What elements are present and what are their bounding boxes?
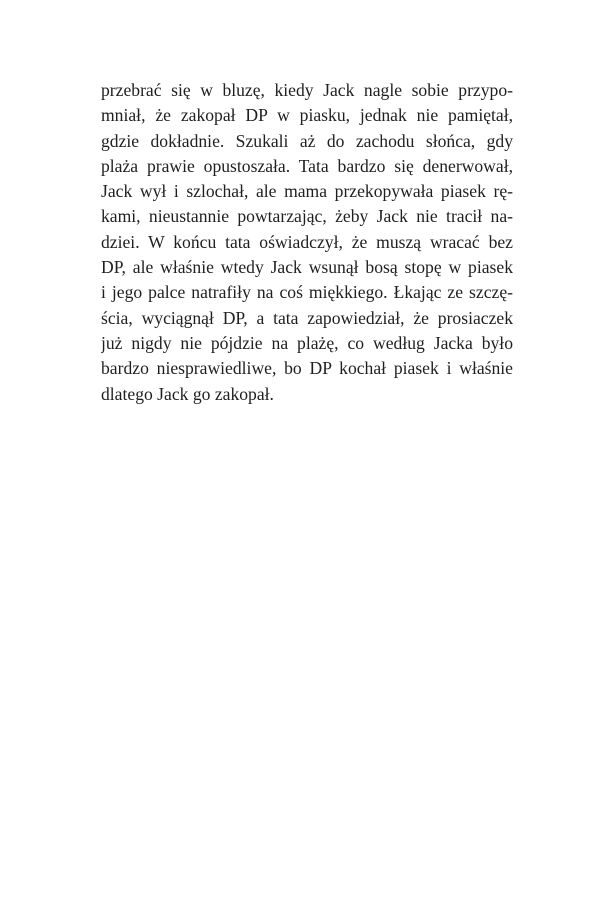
text-line: plaża prawie opustoszała. Tata bardzo się denerwował, <box>101 155 513 176</box>
text-line: Jack wył i szlochał, ale mama przekopywała piasek rę- <box>101 181 513 202</box>
text-line: bardzo niesprawiedliwe, bo DP kochał piasek i właśnie <box>101 358 513 379</box>
text-line: kami, nieustannie powtarzając, żeby Jack nie tracił na- <box>101 206 513 227</box>
text-line: już nigdy nie pójdzie na plażę, co według Jacka było <box>101 332 513 353</box>
text-line: ścia, wyciągnął DP, a tata zapowiedział, że prosiaczek <box>101 307 513 328</box>
text-line: przebrać się w bluzę, kiedy Jack nagle sobie przypo- <box>101 80 513 100</box>
paragraph-text <box>101 78 513 407</box>
text-line: gdzie dokładnie. Szukali aż do zachodu słońca, gdy <box>101 130 513 151</box>
text-line: DP, ale właśnie wtedy Jack wsunął bosą stopę w piasek <box>101 257 513 278</box>
text-line: dlatego Jack go zakopał. <box>101 383 274 404</box>
text-line: i jego palce natrafiły na coś miękkiego. Łkając ze szczę- <box>101 282 513 303</box>
text-line: dziei. W końcu tata oświadczył, że muszą wracać bez <box>101 231 513 252</box>
text-line: mniał, że zakopał DP w piasku, jednak nie pamiętał, <box>101 105 513 126</box>
